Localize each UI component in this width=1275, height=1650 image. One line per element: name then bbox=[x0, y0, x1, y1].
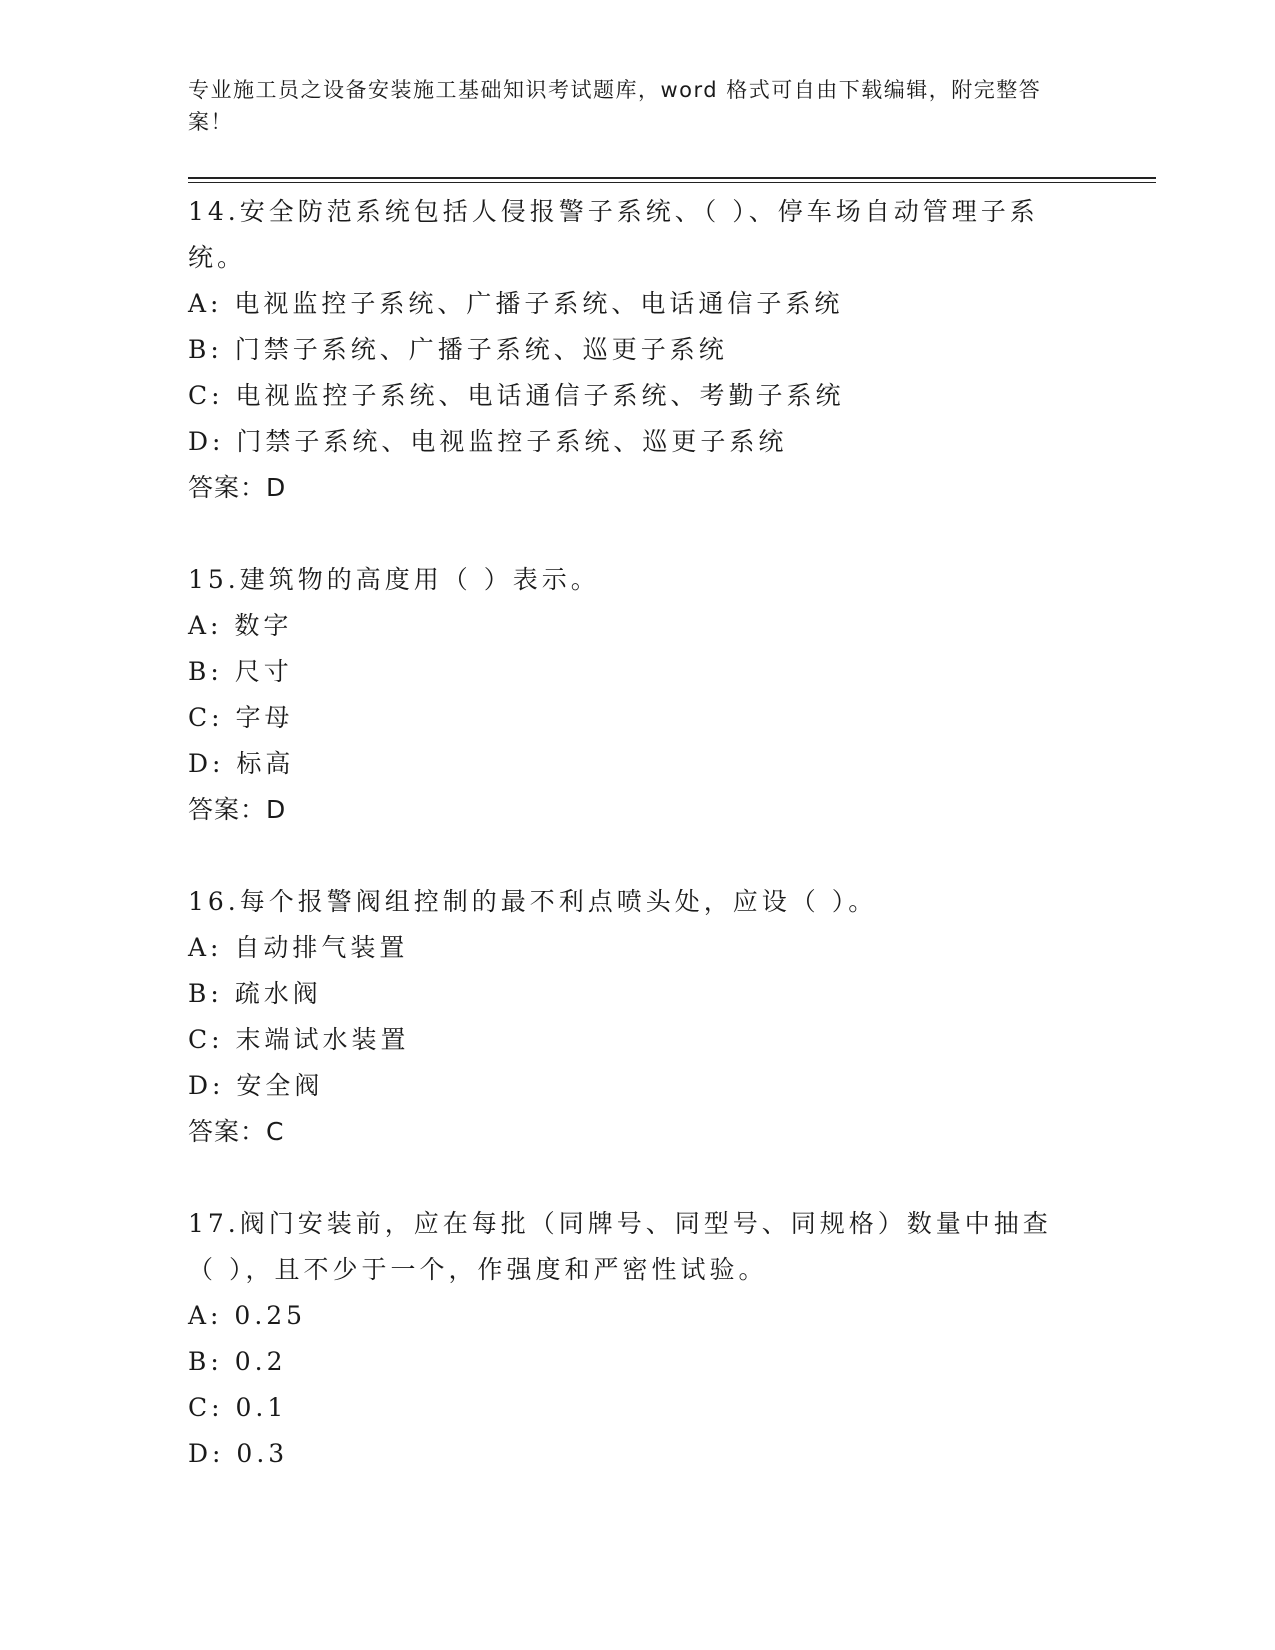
question-14 bbox=[188, 189, 1088, 557]
option-b: B: 疏水阀 bbox=[188, 979, 322, 1008]
option-d: D: 标高 bbox=[188, 749, 295, 778]
option-c: C: 字母 bbox=[188, 703, 294, 732]
question-17 bbox=[188, 1201, 1088, 1477]
question-stem: 14.安全防范系统包括人侵报警子系统、（ ）、停车场自动管理子系统。 bbox=[188, 197, 1039, 272]
answer: 答案：D bbox=[188, 795, 287, 824]
option-c: C: 电视监控子系统、电话通信子系统、考勤子系统 bbox=[188, 381, 845, 410]
question-stem: 15.建筑物的高度用（ ）表示。 bbox=[188, 565, 600, 594]
question-gap bbox=[188, 833, 1088, 879]
question-gap bbox=[188, 511, 1088, 557]
option-a: A: 电视监控子系统、广播子系统、电话通信子系统 bbox=[188, 289, 844, 318]
option-c: C: 末端试水装置 bbox=[188, 1025, 410, 1054]
option-a: A: 自动排气装置 bbox=[188, 933, 409, 962]
answer: 答案：C bbox=[188, 1117, 285, 1146]
option-c: C: 0.1 bbox=[188, 1393, 288, 1422]
question-gap bbox=[188, 1155, 1088, 1201]
option-d: D: 安全阀 bbox=[188, 1071, 324, 1100]
option-a: A: 0.25 bbox=[188, 1301, 307, 1330]
question-16 bbox=[188, 879, 1088, 1201]
option-a: A: 数字 bbox=[188, 611, 293, 640]
question-15 bbox=[188, 557, 1088, 879]
option-b: B: 门禁子系统、广播子系统、巡更子系统 bbox=[188, 335, 728, 364]
header-rule-thick bbox=[188, 177, 1156, 179]
answer: 答案：D bbox=[188, 473, 287, 502]
option-b: B: 0.2 bbox=[188, 1347, 287, 1376]
question-stem: 16.每个报警阀组控制的最不利点喷头处，应设（ ）。 bbox=[188, 887, 878, 916]
header-rule-thin bbox=[188, 182, 1156, 183]
question-stem: 17.阀门安装前，应在每批（同牌号、同型号、同规格）数量中抽查（ ），且不少于一个，作强度和严密性试验。 bbox=[188, 1209, 1052, 1284]
option-d: D: 门禁子系统、电视监控子系统、巡更子系统 bbox=[188, 427, 788, 456]
option-b: B: 尺寸 bbox=[188, 657, 293, 686]
document-header: 专业施工员之设备安装施工基础知识考试题库，word 格式可自由下载编辑，附完整答案！ bbox=[188, 78, 1042, 134]
question-list bbox=[188, 189, 1088, 1477]
option-d: D: 0.3 bbox=[188, 1439, 289, 1468]
